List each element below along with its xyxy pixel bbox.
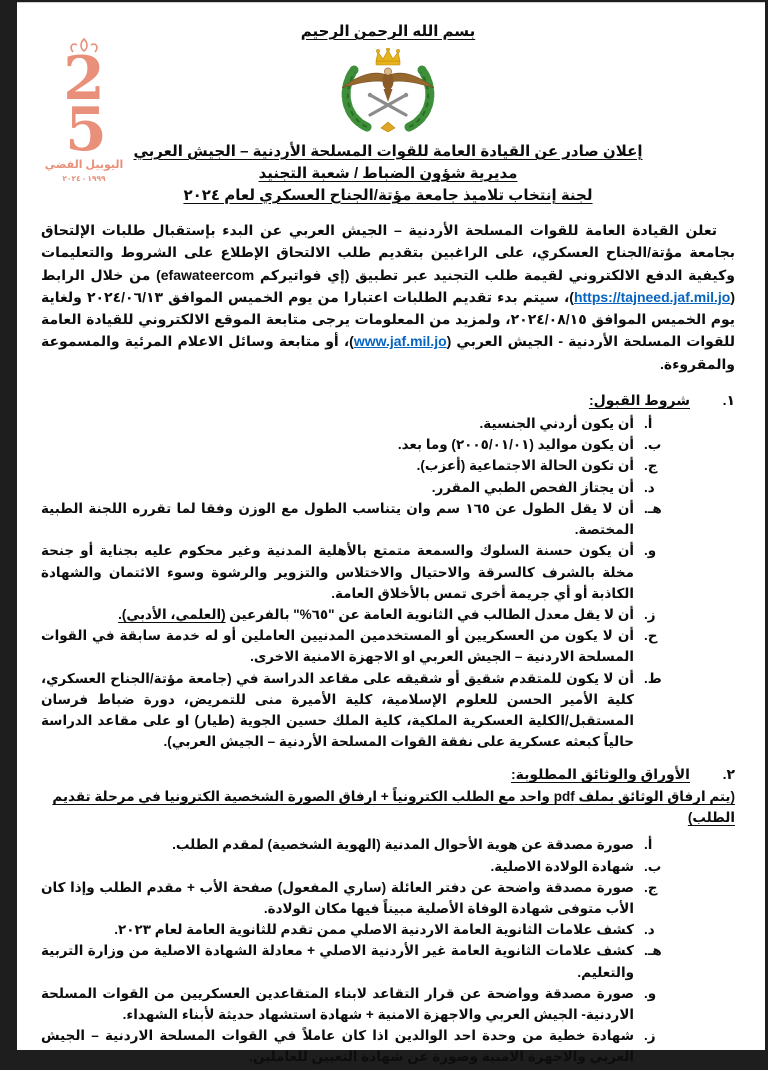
pdf-attachment-note: (يتم ارفاق الوثائق بملف pdf واحد مع الطلب الكترونياً + ارفاق الصورة الشخصية الكترونيا في مرحلة تقديم الطلب)	[52, 789, 735, 826]
list-item	[41, 1025, 690, 1067]
item-text-underlined: (العلمي، الأدبي).	[118, 606, 226, 622]
list-item	[41, 477, 690, 498]
headline-directorate: مديرية شؤون الضباط / شعبة التجنيد	[258, 165, 518, 182]
item-label: ط.	[644, 670, 662, 686]
jaf-website-link[interactable]: www.jaf.mil.jo	[353, 333, 447, 350]
item-label: أ.	[644, 837, 653, 853]
item-label: أ.	[644, 416, 653, 432]
item-text	[41, 604, 634, 625]
headline-committee: لجنة إنتخاب تلاميذ جامعة مؤتة/الجناح العسكري لعام ٢٠٢٤	[183, 187, 593, 204]
item-text: صورة مصدقة وواضحة عن قرار التقاعد لابناء المتقاعدين العسكريين من القوات المسلحة الاردنية- الجيش العربي والاجهزة الامنية + شهادة استشهاد حديثة لأبناء الشهداء.	[41, 985, 634, 1022]
headline-block	[41, 141, 735, 207]
item-text: أن لا يكون من العسكريين أو المستخدمين المدنيين العاملين أو له خدمة سابقة في القوات المسلحة الاردنية – الجيش العربي او الاجهزة الامنية الاخرى.	[41, 628, 634, 665]
item-text: كشف علامات الثانوية العامة غير الأردنية الاصلي + معادلة الشهادة الاصلية من وزارة التربية والتعليم.	[41, 943, 634, 980]
efawateercom-label: efawateercom	[160, 266, 255, 283]
item-text: شهادة خطية من وحدة احد الوالدين اذا كان عاملاً في القوات المسلحة الاردنية – الجيش العربي والاجهزة الامنية وصورة عن شهادة التعيين للعاملين.	[41, 1028, 634, 1065]
list-item	[41, 668, 690, 753]
list-item	[41, 540, 690, 604]
item-label: ز.	[644, 1028, 656, 1044]
list-item	[41, 498, 690, 540]
document-page	[17, 2, 765, 1065]
section-1-title: شروط القبول:	[588, 392, 690, 409]
item-label: ز.	[644, 606, 656, 622]
item-label: د.	[644, 479, 655, 495]
list-item	[41, 834, 690, 855]
item-label: د.	[644, 922, 655, 938]
list-item	[41, 856, 690, 877]
silver-jubilee-25-icon	[39, 37, 129, 189]
item-label: و.	[644, 543, 657, 559]
item-text: أن تكون الحالة الاجتماعية (أعزب).	[416, 458, 634, 474]
section-1-number: ١.	[722, 392, 735, 409]
section-1-items	[41, 413, 690, 752]
item-text-plain: أن لا يقل معدل الطالب في الثانوية العامة عن "٦٥%" بالفرعين	[225, 606, 634, 622]
section-2-header	[41, 764, 735, 785]
intro-text-2: ) من خلال الرابط (	[41, 266, 735, 305]
list-item	[41, 455, 690, 476]
list-item	[41, 940, 690, 982]
item-label: ب.	[644, 858, 662, 874]
item-text: شهادة الولادة الاصلية.	[490, 858, 634, 874]
item-label: ب.	[644, 437, 662, 453]
intro-paragraph	[41, 219, 735, 375]
section-2-number: ٢.	[722, 766, 735, 783]
silver-jubilee-logo	[39, 37, 129, 189]
item-label: ج.	[644, 879, 658, 895]
section-1-header	[41, 390, 735, 411]
section-2-items	[41, 834, 690, 1067]
jubilee-digit-2: 2	[63, 44, 105, 114]
item-text: أن يكون مواليد (٢٠٠٥/٠١/٠١) وما بعد.	[397, 437, 634, 453]
crown-icon	[376, 48, 400, 65]
armed-forces-emblem-icon	[335, 48, 441, 132]
list-item	[41, 625, 690, 667]
headline-announcement: إعلان صادر عن القيادة العامة للقوات المسلحة الأردنية – الجيش العربي	[133, 143, 643, 160]
item-text: أن يجتاز الفحص الطبي المقرر.	[431, 479, 634, 495]
jubilee-digit-5: 5	[65, 95, 107, 165]
intro-text-4: )، أو متابعة وسائل الاعلام المرئية والمسموعة والمقروءة.	[41, 333, 735, 372]
tajneed-link[interactable]: https://tajneed.jaf.mil.jo	[573, 288, 731, 305]
item-text: كشف علامات الثانوية العامة الاردنية الاصلي ممن تقدم للثانوية العامة لعام ٢٠٢٣.	[114, 922, 634, 938]
item-text: أن يكون حسنة السلوك والسمعة متمتع بالأهلية المدنية وغير محكوم عليه بجناية أو جنحة مخلة بالشرف كالسرقة والاحتيال والاختلاس والتزوير والرشوة وسوء الائتمان والشهادة الكاذبة أو أي جريمة أخرى تمس بالأخلاق العامة.	[41, 543, 634, 601]
list-item	[41, 919, 690, 940]
item-label: و.	[644, 985, 657, 1001]
list-item	[41, 413, 690, 434]
item-text: أن يكون أردني الجنسية.	[479, 416, 634, 432]
item-label: ح.	[644, 628, 658, 644]
item-text: صورة مصدقة واضحة عن دفتر العائلة (ساري المفعول) صفحة الأب + مقدم الطلب وإذا كان الأب متوفى شهادة الوفاة الأصلية مبيناً فيها مكان الولادة.	[41, 879, 634, 916]
list-item	[41, 434, 690, 455]
item-label: هـ.	[644, 500, 662, 516]
list-item	[41, 604, 690, 625]
intro-text-1: تعلن القيادة العامة للقوات المسلحة الأردنية – الجيش العربي عن البدء بإستقبال طلبات الإلتحاق بجامعة مؤتة/الجناح العسكري، على الراغبين بتقديم طلب الالتحاق الإطلاع على الشروط والتعليمات وكيفية الدفع الالكتروني لقيمة طلب التجنيد عبر تطبيق (إي فواتيركم	[41, 222, 735, 283]
item-label: هـ.	[644, 943, 662, 959]
item-text: أن لا يقل الطول عن ١٦٥ سم وان يتناسب الطول مع الوزن وفقا لما تقرره اللجنة الطبية المختصة.	[41, 500, 634, 538]
item-text: صورة مصدقة عن هوية الأحوال المدنية (الهوية الشخصية) لمقدم الطلب.	[172, 837, 634, 853]
item-label: ج.	[644, 458, 658, 474]
bismillah-heading: بسم الله الرحمن الرحيم	[300, 23, 476, 40]
list-item	[41, 877, 690, 919]
intro-text-3: )، سيتم بدء تقديم الطلبات اعتبارا من يوم الخميس الموافق ٢٠٢٤/٠٦/١٣ ولغاية يوم الخميس الموافق ٢٠٢٤/٠٨/١٥، ولمزيد من المعلومات يرجى متابعة الموقع الالكتروني للقيادة العامة للقوات المسلحة الأردنية - الجيش العربي (	[41, 288, 735, 350]
emblem-container	[41, 48, 735, 134]
jubilee-caption: اليوبيل الفضي	[44, 159, 124, 171]
list-item	[41, 983, 690, 1025]
item-text: أن لا يكون للمتقدم شقيق أو شقيقه على مقاعد الدراسة في (جامعة مؤتة/الجناح العسكري، كلية الأمير الحسن للعلوم الإسلامية، كلية الأميرة منى للتمريض، دورة ضباط فرسان المستقبل/الكلية العسكرية الملكية، كلية الملك حسين الجوية (طيار) او على مقاعد الدراسة حالياً كبعثه عسكرية على نفقة القوات المسلحة الأردنية – الجيش العربي).	[41, 670, 634, 750]
section-2-title: الأوراق والوثائق المطلوبة:	[511, 766, 690, 783]
jubilee-years: ١٩٩٩ - ٢٠٢٤	[62, 174, 106, 183]
